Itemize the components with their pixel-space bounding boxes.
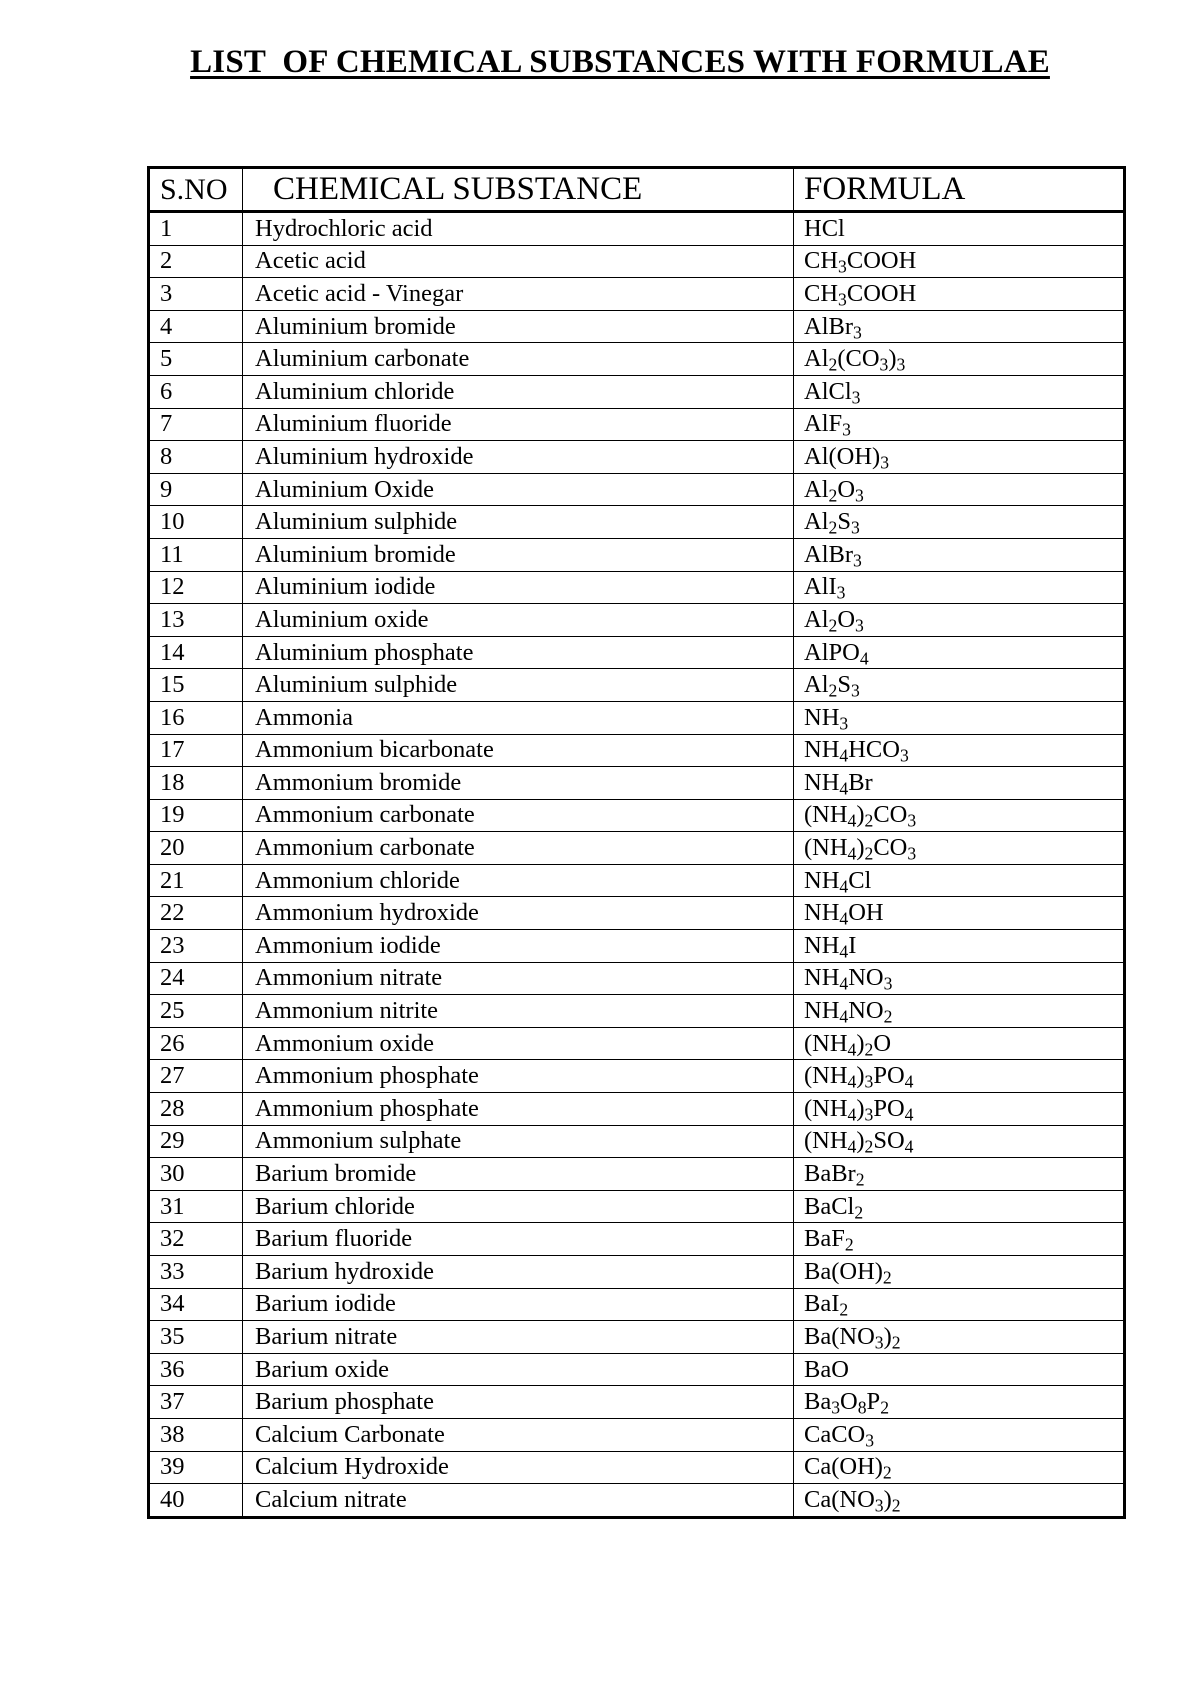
formula-cell: $Ca(OH)_2$: [794, 1451, 1125, 1484]
table-row: [149, 1321, 1125, 1354]
formula-cell: $Ba(NO_3)_2$: [794, 1321, 1125, 1354]
substance-name-cell: Barium oxide: [243, 1353, 794, 1386]
substance-name-cell: Aluminium iodide: [243, 571, 794, 604]
serial-number-cell: 11: [149, 538, 243, 571]
serial-number-cell: 27: [149, 1060, 243, 1093]
formula-cell: AlCl$_3$: [794, 375, 1125, 408]
serial-number-cell: 20: [149, 832, 243, 865]
table-header-row: [149, 168, 1125, 212]
serial-number-cell: 26: [149, 1027, 243, 1060]
substance-name-cell: Calcium nitrate: [243, 1484, 794, 1518]
formula-cell: HCl: [794, 212, 1125, 246]
table-row: [149, 1256, 1125, 1289]
substance-name-cell: Barium nitrate: [243, 1321, 794, 1354]
formula-cell: $(NH_4)_3PO_4$: [794, 1060, 1125, 1093]
table-row: [149, 799, 1125, 832]
table-row: [149, 408, 1125, 441]
table-row: [149, 343, 1125, 376]
table-row: [149, 767, 1125, 800]
substance-name-cell: Ammonium carbonate: [243, 799, 794, 832]
table-row: [149, 995, 1125, 1028]
substance-name-cell: Ammonium hydroxide: [243, 897, 794, 930]
substance-name-cell: Ammonium phosphate: [243, 1060, 794, 1093]
formula-cell: $NH_4HCO_3$: [794, 734, 1125, 767]
substance-name-cell: Calcium Hydroxide: [243, 1451, 794, 1484]
serial-number-cell: 22: [149, 897, 243, 930]
serial-number-cell: 38: [149, 1418, 243, 1451]
substance-name-cell: Barium hydroxide: [243, 1256, 794, 1289]
formula-cell: AlBr$_3$: [794, 310, 1125, 343]
substance-name-cell: Acetic acid - Vinegar: [243, 278, 794, 311]
serial-number-cell: 6: [149, 375, 243, 408]
substance-name-cell: Aluminium oxide: [243, 604, 794, 637]
substance-name-cell: Barium fluoride: [243, 1223, 794, 1256]
serial-number-cell: 33: [149, 1256, 243, 1289]
formula-cell: $Al_2S_3$: [794, 506, 1125, 539]
table-row: [149, 441, 1125, 474]
substance-name-cell: Aluminium sulphide: [243, 669, 794, 702]
serial-number-cell: 40: [149, 1484, 243, 1518]
formula-cell: $CH_3COOH$: [794, 278, 1125, 311]
table-row: [149, 636, 1125, 669]
table-row: [149, 1125, 1125, 1158]
serial-number-cell: 25: [149, 995, 243, 1028]
table-row: [149, 1418, 1125, 1451]
substance-name-cell: Ammonium iodide: [243, 930, 794, 963]
serial-number-cell: 30: [149, 1158, 243, 1191]
serial-number-cell: 7: [149, 408, 243, 441]
column-header-formula: FORMULA: [794, 168, 1125, 212]
substance-name-cell: Barium chloride: [243, 1190, 794, 1223]
table-row: [149, 1386, 1125, 1419]
table-row: [149, 212, 1125, 246]
formula-cell: AlPO$_4$: [794, 636, 1125, 669]
formula-cell: $(NH_4)_2CO_3$: [794, 799, 1125, 832]
table-row: [149, 669, 1125, 702]
formula-cell: BaO: [794, 1353, 1125, 1386]
formula-cell: $Ca(NO_3)_2$: [794, 1484, 1125, 1518]
table-row: [149, 832, 1125, 865]
formula-cell: BaCl$_2$: [794, 1190, 1125, 1223]
substance-name-cell: Aluminium fluoride: [243, 408, 794, 441]
serial-number-cell: 10: [149, 506, 243, 539]
table-row: [149, 864, 1125, 897]
table-row: [149, 310, 1125, 343]
substance-name-cell: Barium phosphate: [243, 1386, 794, 1419]
formula-cell: $CH_3COOH$: [794, 245, 1125, 278]
table-row: [149, 1158, 1125, 1191]
formula-cell: $Al(OH)_3$: [794, 441, 1125, 474]
substance-name-cell: Hydrochloric acid: [243, 212, 794, 246]
formula-cell: AlF$_3$: [794, 408, 1125, 441]
formula-cell: $Ba_3O_8P_2$: [794, 1386, 1125, 1419]
formula-cell: $Al_2O_3$: [794, 473, 1125, 506]
table-row: [149, 1353, 1125, 1386]
formula-cell: $Al_2S_3$: [794, 669, 1125, 702]
column-header-chemical-substance: CHEMICAL SUBSTANCE: [243, 168, 794, 212]
serial-number-cell: 15: [149, 669, 243, 702]
table-row: [149, 962, 1125, 995]
table-row: [149, 1190, 1125, 1223]
formula-cell: CaCO$_3$: [794, 1418, 1125, 1451]
table-row: [149, 506, 1125, 539]
serial-number-cell: 18: [149, 767, 243, 800]
formula-cell: AlBr$_3$: [794, 538, 1125, 571]
serial-number-cell: 8: [149, 441, 243, 474]
substance-name-cell: Ammonium carbonate: [243, 832, 794, 865]
serial-number-cell: 37: [149, 1386, 243, 1419]
table-row: [149, 701, 1125, 734]
serial-number-cell: 36: [149, 1353, 243, 1386]
table-row: [149, 571, 1125, 604]
serial-number-cell: 23: [149, 930, 243, 963]
serial-number-cell: 28: [149, 1093, 243, 1126]
serial-number-cell: 24: [149, 962, 243, 995]
substance-name-cell: Aluminium carbonate: [243, 343, 794, 376]
table-row: [149, 1093, 1125, 1126]
chemical-substances-table: [147, 166, 1126, 1519]
table-row: [149, 734, 1125, 767]
table-row: [149, 1060, 1125, 1093]
formula-cell: $(NH_4)_2CO_3$: [794, 832, 1125, 865]
substance-name-cell: Ammonium chloride: [243, 864, 794, 897]
formula-cell: $NH_4NO_3$: [794, 962, 1125, 995]
substance-name-cell: Aluminium Oxide: [243, 473, 794, 506]
serial-number-cell: 1: [149, 212, 243, 246]
serial-number-cell: 17: [149, 734, 243, 767]
serial-number-cell: 13: [149, 604, 243, 637]
substance-name-cell: Ammonium oxide: [243, 1027, 794, 1060]
serial-number-cell: 19: [149, 799, 243, 832]
substance-name-cell: Ammonia: [243, 701, 794, 734]
serial-number-cell: 35: [149, 1321, 243, 1354]
table-row: [149, 1451, 1125, 1484]
table-row: [149, 1223, 1125, 1256]
table-row: [149, 604, 1125, 637]
substance-name-cell: Ammonium bicarbonate: [243, 734, 794, 767]
substance-name-cell: Ammonium nitrite: [243, 995, 794, 1028]
substance-name-cell: Ammonium sulphate: [243, 1125, 794, 1158]
table-row: [149, 473, 1125, 506]
formula-cell: $Al_2(CO_3)_3$: [794, 343, 1125, 376]
table-row: [149, 245, 1125, 278]
serial-number-cell: 5: [149, 343, 243, 376]
formula-cell: AlI$_3$: [794, 571, 1125, 604]
serial-number-cell: 39: [149, 1451, 243, 1484]
substance-name-cell: Aluminium sulphide: [243, 506, 794, 539]
formula-cell: $NH_4NO_2$: [794, 995, 1125, 1028]
substance-name-cell: Aluminium bromide: [243, 310, 794, 343]
serial-number-cell: 2: [149, 245, 243, 278]
formula-cell: $(NH_4)_3PO_4$: [794, 1093, 1125, 1126]
substance-name-cell: Calcium Carbonate: [243, 1418, 794, 1451]
substance-name-cell: Barium iodide: [243, 1288, 794, 1321]
formula-cell: BaF$_2$: [794, 1223, 1125, 1256]
table-row: [149, 278, 1125, 311]
substance-name-cell: Ammonium bromide: [243, 767, 794, 800]
page-title: LIST OF CHEMICAL SUBSTANCES WITH FORMULAE: [190, 44, 1050, 80]
table-row: [149, 897, 1125, 930]
substance-name-cell: Acetic acid: [243, 245, 794, 278]
formula-cell: $(NH_4)_2SO_4$: [794, 1125, 1125, 1158]
serial-number-cell: 16: [149, 701, 243, 734]
serial-number-cell: 29: [149, 1125, 243, 1158]
table-row: [149, 1484, 1125, 1518]
table-row: [149, 538, 1125, 571]
table-row: [149, 1027, 1125, 1060]
formula-cell: $NH_4Br$: [794, 767, 1125, 800]
substance-name-cell: Aluminium hydroxide: [243, 441, 794, 474]
substance-name-cell: Aluminium bromide: [243, 538, 794, 571]
column-header-sno: S.NO: [149, 168, 243, 212]
serial-number-cell: 14: [149, 636, 243, 669]
formula-cell: BaI$_2$: [794, 1288, 1125, 1321]
formula-cell: $NH_4OH$: [794, 897, 1125, 930]
serial-number-cell: 21: [149, 864, 243, 897]
serial-number-cell: 34: [149, 1288, 243, 1321]
formula-cell: $(NH_4)_2O$: [794, 1027, 1125, 1060]
serial-number-cell: 12: [149, 571, 243, 604]
serial-number-cell: 31: [149, 1190, 243, 1223]
formula-cell: $NH_3$: [794, 701, 1125, 734]
formula-cell: $NH_4I$: [794, 930, 1125, 963]
table-row: [149, 375, 1125, 408]
table-row: [149, 930, 1125, 963]
serial-number-cell: 32: [149, 1223, 243, 1256]
formula-cell: BaBr$_2$: [794, 1158, 1125, 1191]
substance-name-cell: Ammonium phosphate: [243, 1093, 794, 1126]
table-row: [149, 1288, 1125, 1321]
serial-number-cell: 4: [149, 310, 243, 343]
formula-cell: $Al_2O_3$: [794, 604, 1125, 637]
table-body: [149, 212, 1125, 1518]
substance-name-cell: Aluminium chloride: [243, 375, 794, 408]
formula-cell: $NH_4Cl$: [794, 864, 1125, 897]
serial-number-cell: 9: [149, 473, 243, 506]
substance-name-cell: Barium bromide: [243, 1158, 794, 1191]
substance-name-cell: Ammonium nitrate: [243, 962, 794, 995]
formula-cell: $Ba(OH)_2$: [794, 1256, 1125, 1289]
serial-number-cell: 3: [149, 278, 243, 311]
substance-name-cell: Aluminium phosphate: [243, 636, 794, 669]
